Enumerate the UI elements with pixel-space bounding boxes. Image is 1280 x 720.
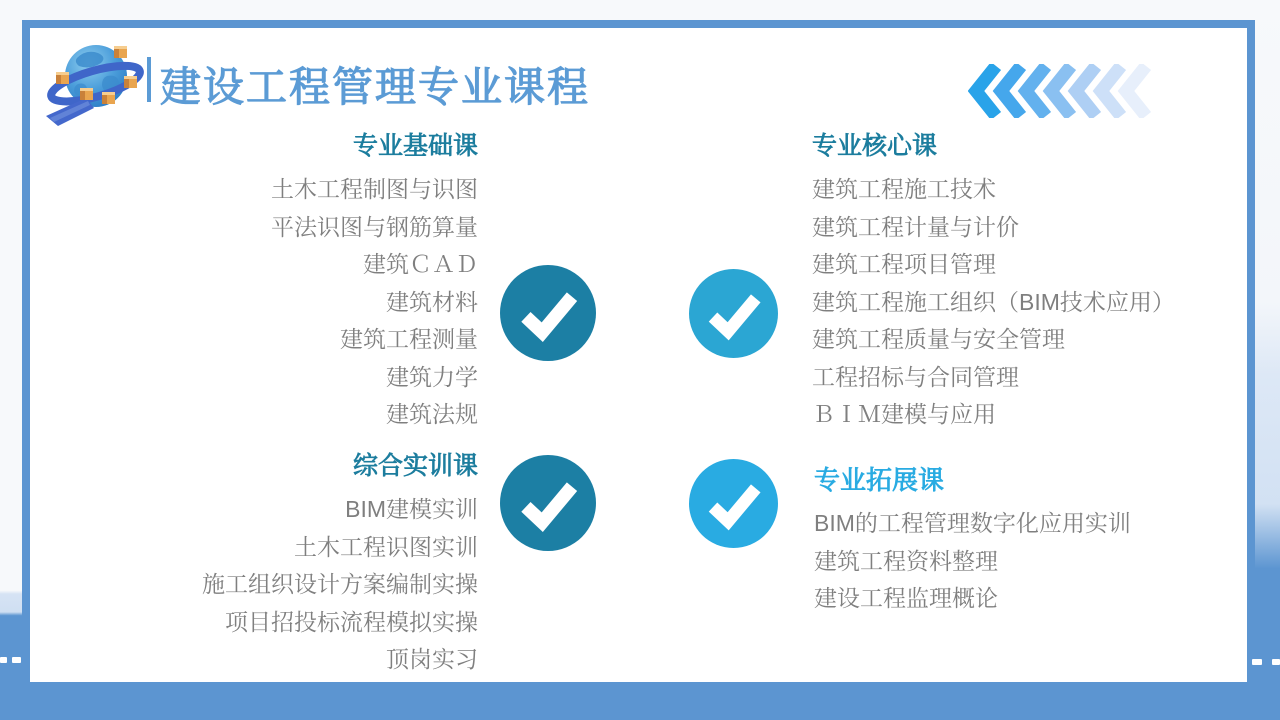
course-item: 建筑工程施工技术 bbox=[812, 176, 996, 202]
course-item: 建筑力学 bbox=[386, 363, 478, 390]
course-item: 建筑ＣＡＤ bbox=[363, 251, 478, 277]
course-item: 建筑工程项目管理 bbox=[812, 251, 996, 277]
course-list bbox=[814, 505, 1214, 618]
title-accent-bar bbox=[147, 57, 151, 102]
section-header: 专业核心课 bbox=[812, 132, 938, 160]
right-margin-decor bbox=[1255, 0, 1280, 720]
globe-logistics-icon bbox=[44, 36, 146, 130]
dash-mark bbox=[12, 657, 21, 663]
course-item: 建筑法规 bbox=[386, 401, 478, 427]
bottom-band bbox=[0, 682, 1280, 720]
course-item: 建设工程监理概论 bbox=[814, 585, 998, 611]
course-item: 建筑工程施工组织（BIM技术应用） bbox=[812, 288, 1175, 315]
course-item: 平法识图与钢筋算量 bbox=[271, 213, 478, 240]
section-training-courses bbox=[155, 450, 478, 679]
course-item: 建筑材料 bbox=[386, 288, 478, 315]
dash-mark bbox=[1272, 659, 1280, 665]
course-item: ＢＩＭ建模与应用 bbox=[812, 401, 996, 427]
course-list bbox=[812, 171, 1212, 434]
check-icon bbox=[689, 269, 778, 358]
course-item: BIM建模实训 bbox=[345, 496, 478, 522]
course-item: 工程招标与合同管理 bbox=[812, 363, 1019, 390]
course-item: 土木工程识图实训 bbox=[294, 533, 478, 560]
course-item: 项目招投标流程模拟实操 bbox=[225, 608, 478, 635]
section-header: 专业拓展课 bbox=[814, 465, 945, 495]
page-title: 建设工程管理专业课程 bbox=[160, 64, 590, 110]
chevron-left-icons bbox=[968, 64, 1168, 123]
course-item: 建筑工程质量与安全管理 bbox=[812, 326, 1065, 352]
course-list bbox=[175, 171, 478, 434]
left-margin-decor bbox=[0, 0, 22, 720]
course-item: 建筑工程测量 bbox=[340, 326, 478, 352]
section-core-courses bbox=[812, 130, 1212, 434]
section-extension-courses bbox=[814, 463, 1214, 618]
section-basic-courses bbox=[175, 130, 478, 434]
check-icon bbox=[500, 265, 596, 361]
course-item: 土木工程制图与识图 bbox=[271, 176, 478, 202]
section-header: 专业基础课 bbox=[352, 132, 478, 160]
dash-mark bbox=[0, 657, 7, 663]
course-item: BIM的工程管理数字化应用实训 bbox=[814, 510, 1131, 536]
course-item: 施工组织设计方案编制实操 bbox=[202, 571, 478, 597]
check-icon bbox=[689, 459, 778, 548]
course-item: 建筑工程计量与计价 bbox=[812, 213, 1019, 240]
course-item: 建筑工程资料整理 bbox=[814, 547, 998, 574]
course-list bbox=[155, 491, 478, 679]
check-icon bbox=[500, 455, 596, 551]
dash-mark bbox=[1252, 659, 1262, 665]
section-header: 综合实训课 bbox=[352, 452, 478, 480]
course-item: 顶岗实习 bbox=[386, 646, 478, 672]
